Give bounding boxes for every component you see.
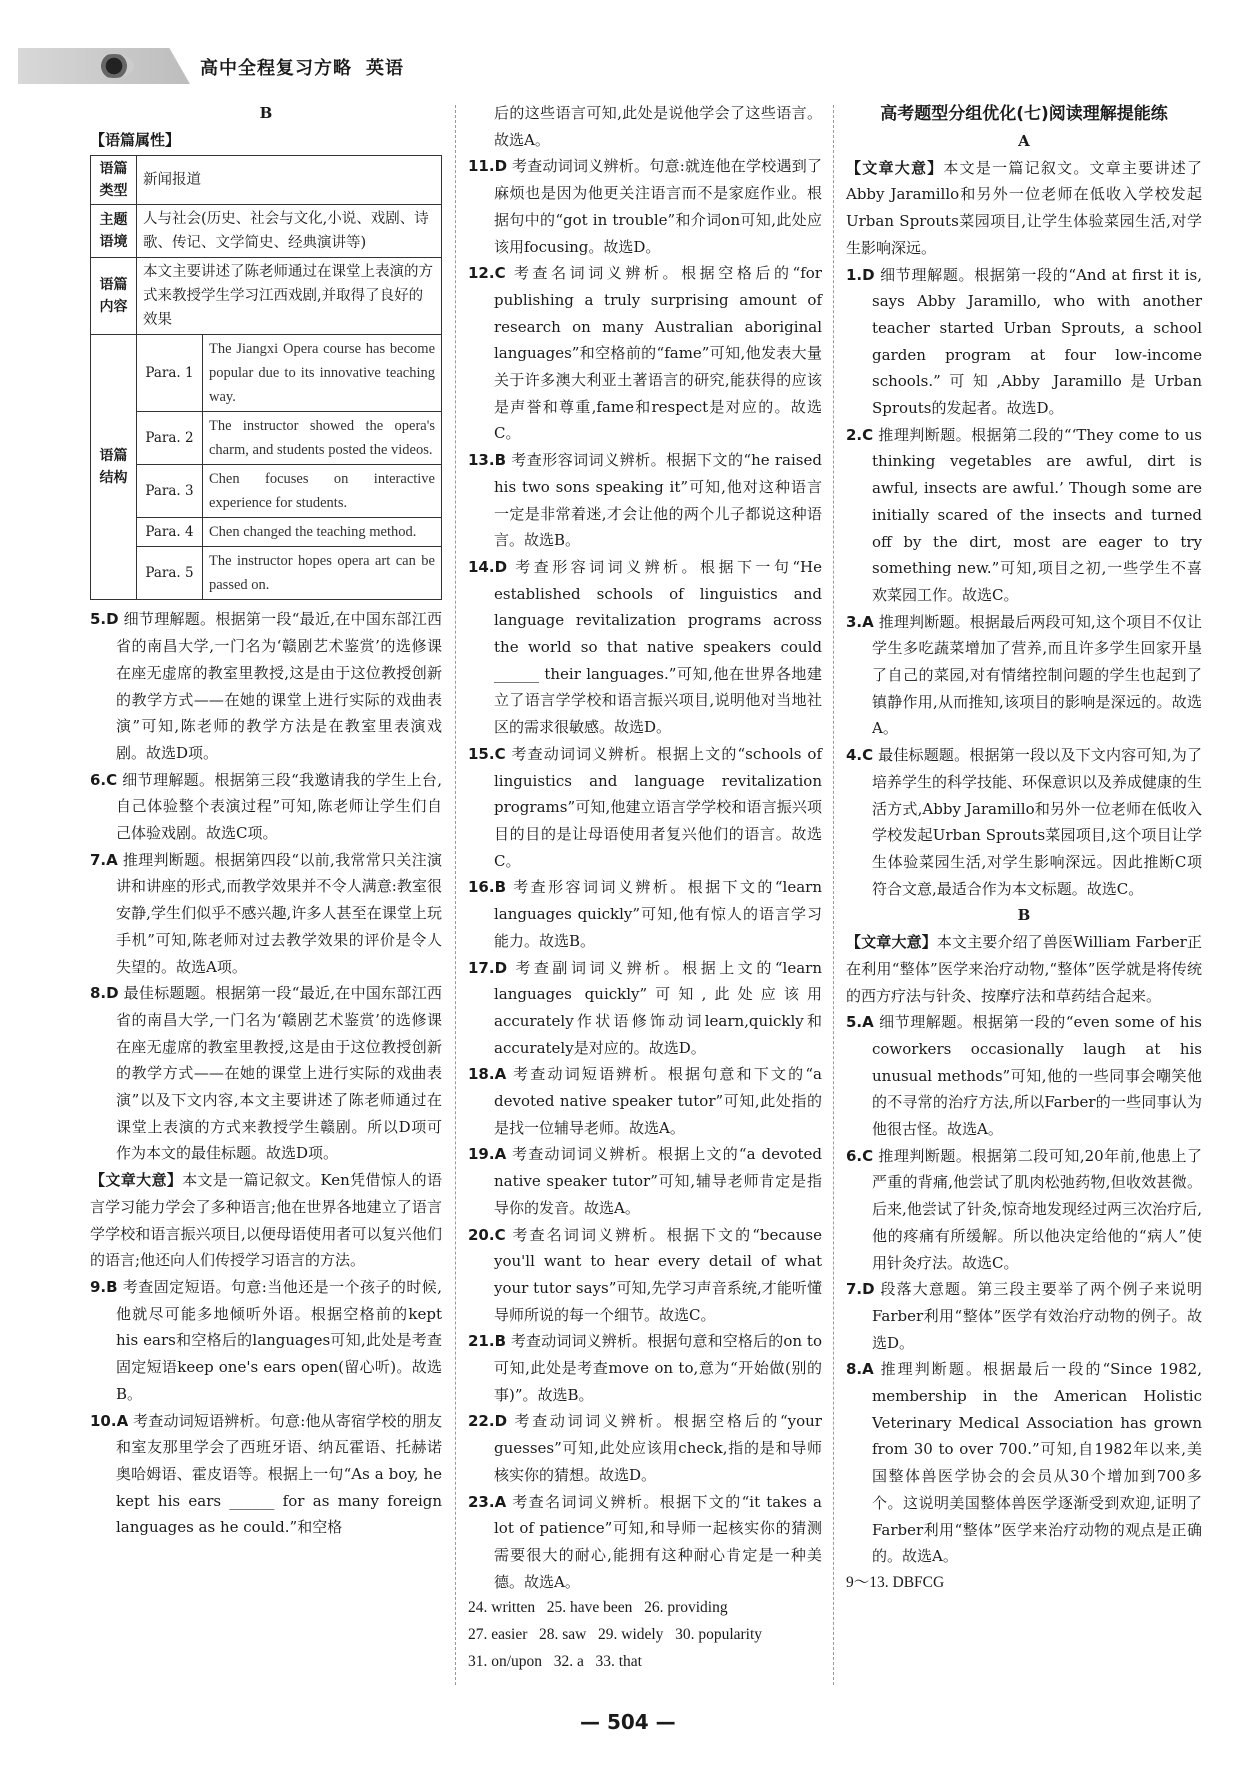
question-number: 19.A bbox=[468, 1145, 507, 1164]
question-number: 8.D bbox=[90, 984, 119, 1003]
page-number: — 504 — bbox=[580, 1710, 676, 1734]
table-row bbox=[91, 258, 442, 335]
answer-line bbox=[468, 1622, 822, 1649]
row-label: 语篇内容 bbox=[91, 258, 137, 335]
section-label: A bbox=[1018, 132, 1030, 150]
table-row bbox=[91, 412, 442, 465]
question-number: 11.D bbox=[468, 157, 508, 176]
attribute-table bbox=[90, 155, 442, 600]
answer-item bbox=[468, 955, 822, 1062]
question-number: 6.C bbox=[90, 770, 118, 789]
answer-item bbox=[90, 847, 442, 981]
answer-key bbox=[468, 1595, 822, 1675]
answer-item bbox=[468, 554, 822, 741]
answer-item bbox=[846, 1009, 1202, 1143]
answer: 28. saw bbox=[539, 1626, 587, 1644]
answer-item bbox=[468, 1408, 822, 1488]
answer: 24. written bbox=[468, 1599, 536, 1617]
article-summary bbox=[846, 155, 1202, 262]
answer-item bbox=[468, 1061, 822, 1141]
explanation: 推理判断题。根据第二段的“‘They come to us thinking vegetables are awful, dirt is awful, insects are awful.’ Though some are initially scared of the insects and turned off by the dirt, most are eager to try something new.”可知,项目之初,一些学生不喜欢菜园工作。故选C。 bbox=[872, 425, 1202, 604]
answer-item bbox=[468, 1222, 822, 1329]
explanation: 考查动词短语辨析。句意:他从寄宿学校的朋友和室友那里学会了西班牙语、纳瓦霍语、托赫诺奥哈姆语、霍皮语等。根据上一句“As a boy, he kept his ears ______ for as many foreign languages as he could.”和空格 bbox=[116, 1411, 442, 1537]
attr-title: 【语篇属性】 bbox=[90, 130, 181, 149]
para-label: Para. 1 bbox=[137, 335, 203, 412]
question-number: 5.D bbox=[90, 610, 119, 629]
summary-text: 本文是一篇记叙文。文章主要讲述了Abby Jaramillo和另外一位老师在低收入学校发起Urban Sprouts菜园项目,让学生体验菜园生活,对学生影响深远。 bbox=[846, 158, 1202, 257]
row-value: 本文主要讲述了陈老师通过在课堂上表演的方式来教授学生学习江西戏剧,并取得了良好的效果 bbox=[137, 258, 442, 335]
table-row bbox=[91, 465, 442, 518]
question-number: 22.D bbox=[468, 1412, 508, 1431]
explanation: 细节理解题。根据第一段的“And at first it is, says Abby Jaramillo, who with another teacher started Urban Sprouts, a school garden program at four low-income schools.”可知,Abby Jaramillo是Urban Sprouts的发起者。故选D。 bbox=[872, 265, 1202, 418]
answer: 30. popularity bbox=[675, 1626, 763, 1644]
explanation: 细节理解题。根据第一段“最近,在中国东部江西省的南昌大学,一门名为‘赣剧艺术鉴赏’的选修课在座无虚席的教室里教授,这是由于这位教授创新的教学方式——在她的课堂上进行实际的戏曲表演”可知,陈老师的教学方法是在教室里表演戏剧。故选D项。 bbox=[116, 610, 442, 762]
article-summary bbox=[90, 1167, 442, 1274]
summary-label: 【文章大意】 bbox=[846, 158, 944, 177]
logo-icon bbox=[94, 54, 134, 78]
explanation: 考查动词词义辨析。根据上文的“schools of linguistics and language revitalization programs”可知,他建立语言学学校和语言振兴项目的目的是让母语使用者复兴他们的语言。故选C。 bbox=[494, 744, 822, 870]
question-number: 12.C bbox=[468, 264, 506, 283]
question-number: 1.D bbox=[846, 265, 875, 284]
table-row bbox=[91, 156, 442, 205]
answer-item bbox=[468, 1328, 822, 1408]
explanation: 最佳标题题。根据第一段以及下文内容可知,为了培养学生的科学技能、环保意识以及养成健康的生活方式,Abby Jaramillo和另外一位老师在低收入学校发起Urban Sprouts菜园项目,这个项目让学生体验菜园生活,对学生影响深远。因此推断C项符合文意,最适合作为本文标题。故选C。 bbox=[872, 746, 1203, 898]
explanation: 考查动词词义辨析。根据句意和空格后的on to可知,此处是考查move on to,意为“开始做(别的事)”。故选B。 bbox=[494, 1332, 822, 1404]
answer-item bbox=[846, 1143, 1202, 1277]
explanation: 推理判断题。根据最后两段可知,这个项目不仅让学生多吃蔬菜增加了营养,而且许多学生回家开垦了自己的菜园,对有情绪控制问题的学生也起到了镇静作用,从而推知,该项目的影响是深远的。故选A。 bbox=[872, 612, 1202, 738]
question-number: 16.B bbox=[468, 878, 507, 897]
answer-line bbox=[468, 1595, 822, 1622]
table-row bbox=[91, 518, 442, 547]
answer-item bbox=[468, 874, 822, 954]
question-number: 13.B bbox=[468, 451, 507, 470]
continued-text: 后的这些语言可知,此处是说他学会了这些语言。故选A。 bbox=[494, 104, 822, 149]
subject-text: 英语 bbox=[366, 58, 404, 79]
answer-item bbox=[468, 741, 822, 875]
question-number: 7.A bbox=[90, 850, 118, 869]
question-number: 9.B bbox=[90, 1277, 118, 1296]
column-divider bbox=[455, 105, 456, 1685]
answer: 32. a bbox=[553, 1652, 584, 1670]
answer-item bbox=[846, 422, 1202, 609]
explanation: 考查名词词义辨析。根据下文的“it takes a lot of patience”可知,和导师一起核实你的猜测需要很大的耐心,能拥有这种耐心肯定是一种美德。故选A。 bbox=[494, 1492, 822, 1591]
question-number: 7.D bbox=[846, 1280, 875, 1299]
summary-text: 本文主要介绍了兽医William Farber正在利用“整体”医学来治疗动物,“整体”医学就是将传统的西方疗法与针灸、按摩疗法和草药结合起来。 bbox=[846, 933, 1202, 1005]
answer-item bbox=[846, 1356, 1202, 1570]
explanation: 推理判断题。根据最后一段的“Since 1982, membership in the American Holistic Veterinary Medical Association has grown from 30 to over 700.”可知,自1982年以来,美国整体兽医学协会的会员从30个增加到700多个。这说明美国整体兽医学逐渐受到欢迎,证明了Farber利用“整体”医学来治疗动物的观点是正确的。故选A。 bbox=[872, 1360, 1202, 1566]
explanation: 考查形容词词义辨析。根据下文的“learn languages quickly”可知,他有惊人的语言学习能力。故选B。 bbox=[494, 878, 822, 950]
answer-item bbox=[846, 1276, 1202, 1356]
explanation: 推理判断题。根据第四段“以前,我常常只关注演讲和讲座的形式,而教学效果并不令人满意:教室很安静,学生们似乎不感兴趣,许多人甚至在课堂上玩手机”可知,陈老师对过去教学效果的评价是令人失望的。故选A项。 bbox=[116, 850, 442, 976]
table-row bbox=[91, 547, 442, 600]
row-label: 语篇结构 bbox=[91, 335, 137, 600]
question-number: 14.D bbox=[468, 557, 508, 576]
answer: 33. that bbox=[595, 1652, 642, 1670]
row-value: 人与社会(历史、社会与文化,小说、戏剧、诗歌、传记、文学简史、经典演讲等) bbox=[137, 205, 442, 258]
explanation: 考查形容词词义辨析。根据下文的“he raised his two sons speaking it”可知,他对这种语言一定是非常着迷,才会让他的两个儿子都说这种语言。故选B。 bbox=[494, 451, 822, 550]
table-row bbox=[91, 205, 442, 258]
answer-item bbox=[468, 1141, 822, 1221]
question-number: 3.A bbox=[846, 612, 874, 631]
para-summary: Chen focuses on interactive experience for students. bbox=[203, 465, 442, 518]
explanation: 段落大意题。第三段主要举了两个例子来说明Farber利用“整体”医学有效治疗动物的例子。故选D。 bbox=[872, 1280, 1202, 1352]
answer: 31. on/upon bbox=[468, 1652, 543, 1670]
para-summary: The instructor hopes opera art can be passed on. bbox=[203, 547, 442, 600]
explanation: 考查名词词义辨析。根据下文的“because you'll want to hear every detail of what your tutor says”可知,先学习声音系统,才能听懂导师所说的每一个细节。故选C。 bbox=[494, 1225, 822, 1324]
explanation: 最佳标题题。根据第一段“最近,在中国东部江西省的南昌大学,一门名为‘赣剧艺术鉴赏’的选修课在座无虚席的教室里教授,这是由于这位教授创新的教学方式——在她的课堂上进行实际的戏曲表演”以及下文内容,本文主要讲述了陈老师通过在课堂上表演的方式来教授学生赣剧。所以D项可作为本文的最佳标题。故选D项。 bbox=[116, 984, 442, 1163]
explanation: 考查动词词义辨析。根据上文的“a devoted native speaker tutor”可知,辅导老师肯定是指导你的发音。故选A。 bbox=[494, 1145, 822, 1217]
para-summary: The Jiangxi Opera course has become popular due to its innovative teaching way. bbox=[203, 335, 442, 412]
para-label: Para. 2 bbox=[137, 412, 203, 465]
question-number: 6.C bbox=[846, 1146, 874, 1165]
column-divider bbox=[833, 105, 834, 1685]
table-row bbox=[91, 335, 442, 412]
section-label: B bbox=[1017, 906, 1031, 925]
para-label: Para. 5 bbox=[137, 547, 203, 600]
question-number: 17.D bbox=[468, 958, 508, 977]
question-number: 15.C bbox=[468, 744, 506, 763]
explanation: 细节理解题。根据第三段“我邀请我的学生上台,自己体验整个表演过程”可知,陈老师让学生们自己体验戏剧。故选C项。 bbox=[116, 770, 442, 843]
question-number: 23.A bbox=[468, 1492, 507, 1511]
answer-item bbox=[846, 262, 1202, 422]
question-number: 5.A bbox=[846, 1013, 874, 1032]
answer-item bbox=[90, 767, 442, 847]
column-left bbox=[90, 100, 442, 1541]
answer-item bbox=[90, 1274, 442, 1408]
summary-label: 【文章大意】 bbox=[90, 1171, 183, 1190]
explanation: 考查动词短语辨析。根据句意和下文的“a devoted native speaker tutor”可知,此处指的是找一位辅导老师。故选A。 bbox=[494, 1065, 822, 1137]
para-label: Para. 4 bbox=[137, 518, 203, 547]
answer-item bbox=[468, 260, 822, 447]
question-number: 10.A bbox=[90, 1411, 129, 1430]
explanation: 考查动词词义辨析。根据空格后的“your guesses”可知,此处应该用check,指的是和导师核实你的猜想。故选D。 bbox=[494, 1412, 822, 1484]
para-label: Para. 3 bbox=[137, 465, 203, 518]
section-heading: 高考题型分组优化(七)阅读理解提能练 bbox=[880, 104, 1168, 124]
answer-item bbox=[468, 447, 822, 554]
answer-item bbox=[90, 606, 442, 766]
explanation: 考查动词词义辨析。句意:就连他在学校遇到了麻烦也是因为他更关注语言而不是家庭作业。根据句中的“got in trouble”和介词on可知,此处应该用focusing。故选D。 bbox=[494, 157, 822, 256]
page-header bbox=[18, 48, 448, 90]
answer-item bbox=[468, 1489, 822, 1596]
explanation: 推理判断题。根据第二段可知,20年前,他患上了严重的背痛,他尝试了肌肉松弛药物,但收效甚微。后来,他尝试了针灸,惊奇地发现经过两三次治疗后,他的疼痛有所缓解。所以他决定给他的“病人”使用针灸疗法。故选C。 bbox=[872, 1146, 1202, 1272]
answer-item bbox=[846, 742, 1202, 902]
answer-item bbox=[846, 609, 1202, 743]
row-label: 语篇类型 bbox=[91, 156, 137, 205]
para-summary: The instructor showed the opera's charm, and students posted the videos. bbox=[203, 412, 442, 465]
answer-line bbox=[468, 1649, 822, 1676]
answer-key: 9～13. DBFCG bbox=[846, 1573, 945, 1591]
question-number: 20.C bbox=[468, 1225, 506, 1244]
explanation: 考查固定短语。句意:当他还是一个孩子的时候,他就尽可能多地倾听外语。根据空格前的kept his ears和空格后的languages可知,此处是考查固定短语keep one's ears open(留心听)。故选B。 bbox=[116, 1277, 442, 1403]
book-title bbox=[200, 54, 404, 80]
summary-text: 本文是一篇记叙文。Ken凭借惊人的语言学习能力学会了多种语言;他在世界各地建立了语言学学校和语言振兴项目,以便母语使用者可以复兴他们的语言;他还向人们传授学习语言的方法。 bbox=[90, 1171, 442, 1270]
summary-label: 【文章大意】 bbox=[846, 933, 937, 952]
explanation: 考查副词词义辨析。根据上文的“learn languages quickly”可知,此处应该用accurately作状语修饰动词learn,quickly和accurately是对应的。故选D。 bbox=[494, 958, 822, 1057]
answer-item bbox=[468, 153, 822, 260]
answer: 29. widely bbox=[598, 1626, 664, 1644]
question-number: 4.C bbox=[846, 746, 874, 765]
column-right bbox=[846, 100, 1202, 1597]
explanation: 细节理解题。根据第一段的“even some of his coworkers occasionally laugh at his unusual methods”可知,他的一些同事会嘲笑他的不寻常的治疗方法,所以Farber的一些同事认为他很古怪。故选A。 bbox=[872, 1013, 1202, 1139]
answer: 25. have been bbox=[546, 1599, 633, 1617]
book-title-text: 高中全程复习方略 bbox=[200, 58, 352, 79]
answer-item bbox=[90, 980, 442, 1167]
question-number: 8.A bbox=[846, 1360, 874, 1379]
question-number: 2.C bbox=[846, 425, 874, 444]
column-middle bbox=[468, 100, 822, 1675]
question-number: 21.B bbox=[468, 1332, 507, 1351]
explanation: 考查名词词义辨析。根据空格后的“for publishing a truly surprising amount of research on many Australian aboriginal languages”和空格前的“fame”可知,他发表大量关于许多澳大利亚土著语言的研究,能获得的应该是声誉和尊重,fame和respect是对应的。故选C。 bbox=[494, 264, 822, 443]
article-summary bbox=[846, 929, 1202, 1009]
answer: 27. easier bbox=[468, 1626, 528, 1644]
explanation: 考查形容词词义辨析。根据下一句“He established schools of linguistics and language revitalization programs across the world so that native speakers could ______ their languages.”可知,他在世界各地建立了语言学学校和语言振兴项目,说明他对当地社区的需求很敏感。故选D。 bbox=[494, 557, 822, 737]
para-summary: Chen changed the teaching method. bbox=[203, 518, 442, 547]
section-label: B bbox=[259, 104, 273, 122]
row-label: 主题语境 bbox=[91, 205, 137, 258]
answer-item bbox=[90, 1408, 442, 1542]
row-value: 新闻报道 bbox=[137, 156, 442, 205]
question-number: 18.A bbox=[468, 1065, 507, 1084]
answer: 26. providing bbox=[644, 1599, 728, 1617]
